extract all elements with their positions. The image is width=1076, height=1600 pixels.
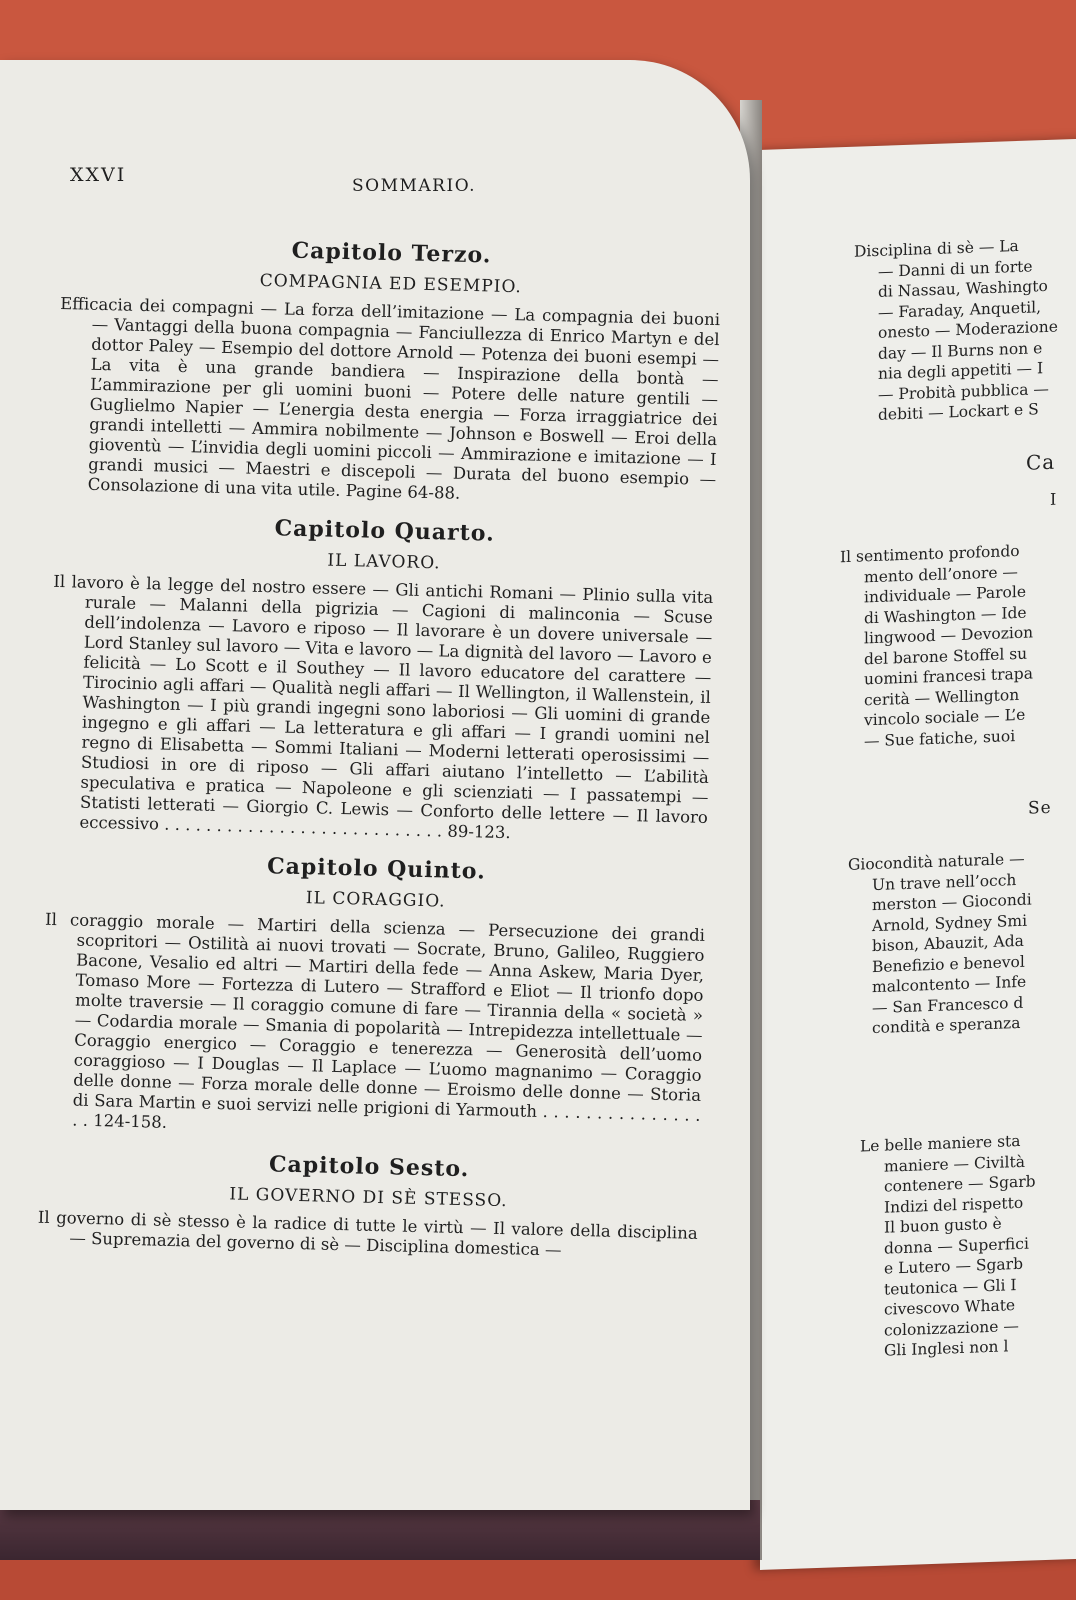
chapter-summary: Il governo di sè stesso è la radice di tutte le virtù — Il valore della disciplina — Supremazia del governo di sè — Disciplina domestica — xyxy=(37,1207,698,1260)
text-line: — San Francesco d xyxy=(872,993,1024,1017)
right-block-1 xyxy=(854,235,1058,427)
left-page xyxy=(0,60,750,1510)
text-line: Un trave nell’occh xyxy=(872,870,1017,894)
text-line: vincolo sociale — L’e xyxy=(864,705,1026,730)
text-line: Le belle maniere sta xyxy=(860,1131,1021,1156)
right-block-4 xyxy=(860,1130,1036,1362)
text-line: di Washington — Ide xyxy=(864,603,1027,627)
text-line: — Faraday, Anquetil, xyxy=(878,297,1042,322)
chapter-title: Capitolo Quarto. xyxy=(274,515,496,547)
chapter-summary: Il lavoro è la legge del nostro essere — Gli antichi Romani — Plinio sulla vita rurale — Malanni della pigrizia — Cagioni di malinconia — Scuse dell’indolenza — Lavoro e riposo — Il lavorare è un dovere universale — Lord Stanley sul lavoro — Vita e lavoro — La dignità del lavoro — Lavoro e felicità — Lo Scott e il Southey — Il lavoro educatore del carattere — Tirocinio agli affari — Qualità negli affari — Il Wellington, il Wallenstein, il Washington — I più grandi ingegni sono laboriosi — Gli uomini di grande ingegno e gli affari — La letteratura e gli affari — I grandi uomini nel regno di Elisabetta — Sommi Italiani — Moderni letterati operosissimi — Studiosi in ore di riposo — Gli affari aiutano l’intelletto — L’abilità speculativa e pratica — Napoleone e gli scienziati — I passatempi — Statisti letterati — Giorgio C. Lewis — Conforto delle lettere — Il lavoro eccessivo . . . . . . . . . . . . . . . . . . . . . . . . . . . 89-123. xyxy=(53,571,714,843)
running-head: SOMMARIO. xyxy=(352,176,477,196)
text-line: — Probità pubblica — xyxy=(878,379,1049,404)
text-line: Benefizio e benevol xyxy=(872,952,1025,976)
chapter-section xyxy=(47,508,715,848)
text-line: mento dell’onore — xyxy=(864,562,1018,586)
chapter-section xyxy=(56,230,722,510)
right-block-2 xyxy=(840,540,1033,752)
text-line: lingwood — Devozion xyxy=(864,623,1034,648)
text-line: Indizi del rispetto xyxy=(884,1193,1024,1217)
text-line: debiti — Lockart e S xyxy=(878,400,1039,424)
text-line: onesto — Moderazione xyxy=(878,317,1058,342)
text-line: Gli Inglesi non l xyxy=(884,1337,1009,1360)
chapter-summary: Il coraggio morale — Martiri della scienza — Persecuzione dei grandi scopritori — Ostilità ai nuovi trovati — Socrate, Bruno, Galileo, Ruggiero Bacone, Vesalio ed altri — Martiri della fede — Anna Askew, Maria Dyer, Tomaso More — Fortezza di Lutero — Strafford e Eliot — Il trionfo dopo molte traversie — Il coraggio comune di fare — Tirannia della « società » — Codardia morale — Smania di popolarità — Intrepidezza intellettuale — Coraggio energico — Coraggio e tenerezza — Generosità dell’uomo coraggioso — I Douglas — Il Laplace — L’uomo magnanimo — Coraggio delle donne — Forza morale delle donne — Eroismo delle donne — Storia di Sara Martin e suoi servizi nelle prigioni di Yarmouth . . . . . . . . . . . . . . . . . 124-158. xyxy=(44,909,706,1132)
text-line: donna — Superfici xyxy=(884,1234,1029,1258)
text-line: day — Il Burns non e xyxy=(878,338,1043,363)
chapter-section xyxy=(40,846,707,1146)
chapter-subtitle: IL LAVORO. xyxy=(327,550,441,574)
text-line: Disciplina di sè — La xyxy=(854,236,1019,261)
chapter-subtitle: COMPAGNIA ED ESEMPIO. xyxy=(259,270,523,298)
text-line: nia degli appetiti — I xyxy=(878,359,1044,383)
chapter-title: Capitolo Terzo. xyxy=(291,237,492,269)
text-line: di Nassau, Washingto xyxy=(878,276,1048,301)
chapter-title: Capitolo Quinto. xyxy=(266,853,487,885)
text-line: — Danni di un forte xyxy=(878,256,1033,281)
text-line: — Sue fatiche, suoi xyxy=(864,726,1016,750)
chapter-section xyxy=(37,1144,699,1264)
chapter-summary: Efficacia dei compagni — La forza dell’imitazione — La compagnia dei buoni — Vantaggi della buona compagnia — Fanciullezza di Enrico Martyn e del dottor Paley — Esempio del dottore Arnold — Potenza dei buoni esempi — La vita è una grande bandiera — Inspirazione della bontà — L’ammirazione per gli uomini buoni — Potere delle nature gentili — Guglielmo Napier — L’energia desta energia — Forza irraggiatrice dei grandi intelletti — Ammira nobilmente — Johnson e Boswell — Eroi della gioventù — L’invidia degli uomini piccoli — Ammirazione e imitazione — I grandi musici — Maestri e discepoli — Durata del buono esempio — Consolazione di una vita utile. Pagine 64-88. xyxy=(59,293,721,503)
right-page xyxy=(760,138,1076,1570)
page-number: XXVI xyxy=(70,164,127,186)
text-line: cerità — Wellington xyxy=(864,685,1020,709)
chapter-heading-partial: Ca xyxy=(1026,449,1056,475)
text-line: del barone Stoffel su xyxy=(864,644,1028,668)
text-line: uomini francesi trapa xyxy=(864,664,1033,689)
chapter-subtitle: IL GOVERNO DI SÈ STESSO. xyxy=(229,1184,508,1212)
chapter-subheading-partial: Se xyxy=(1028,797,1052,819)
text-line: bison, Abauzit, Ada xyxy=(872,931,1024,956)
text-line: contenere — Sgarb xyxy=(884,1172,1036,1196)
text-line: Arnold, Sydney Smi xyxy=(872,911,1028,935)
text-line: e Lutero — Sgarb xyxy=(884,1254,1023,1278)
chapter-title: Capitolo Sesto. xyxy=(268,1151,470,1183)
text-line: individuale — Parole xyxy=(864,582,1027,607)
text-line: civescovo Whate xyxy=(884,1296,1016,1319)
table-of-contents xyxy=(37,230,722,1278)
text-line: merston — Giocondi xyxy=(872,890,1032,915)
text-line: colonizzazione — xyxy=(884,1316,1019,1340)
text-line: condità e speranza xyxy=(872,1013,1021,1038)
right-block-3 xyxy=(848,849,1032,1040)
text-line: maniere — Civiltà xyxy=(884,1152,1025,1176)
text-line: Giocondità naturale — xyxy=(848,849,1025,874)
chapter-subheading-partial: I xyxy=(1050,489,1058,509)
text-line: malcontento — Infe xyxy=(872,972,1027,997)
text-line: teutonica — Gli I xyxy=(884,1275,1017,1299)
text-line: Il buon gusto è xyxy=(884,1214,1002,1237)
chapter-subtitle: IL CORAGGIO. xyxy=(305,888,446,912)
text-line: Il sentimento profondo xyxy=(840,541,1020,567)
